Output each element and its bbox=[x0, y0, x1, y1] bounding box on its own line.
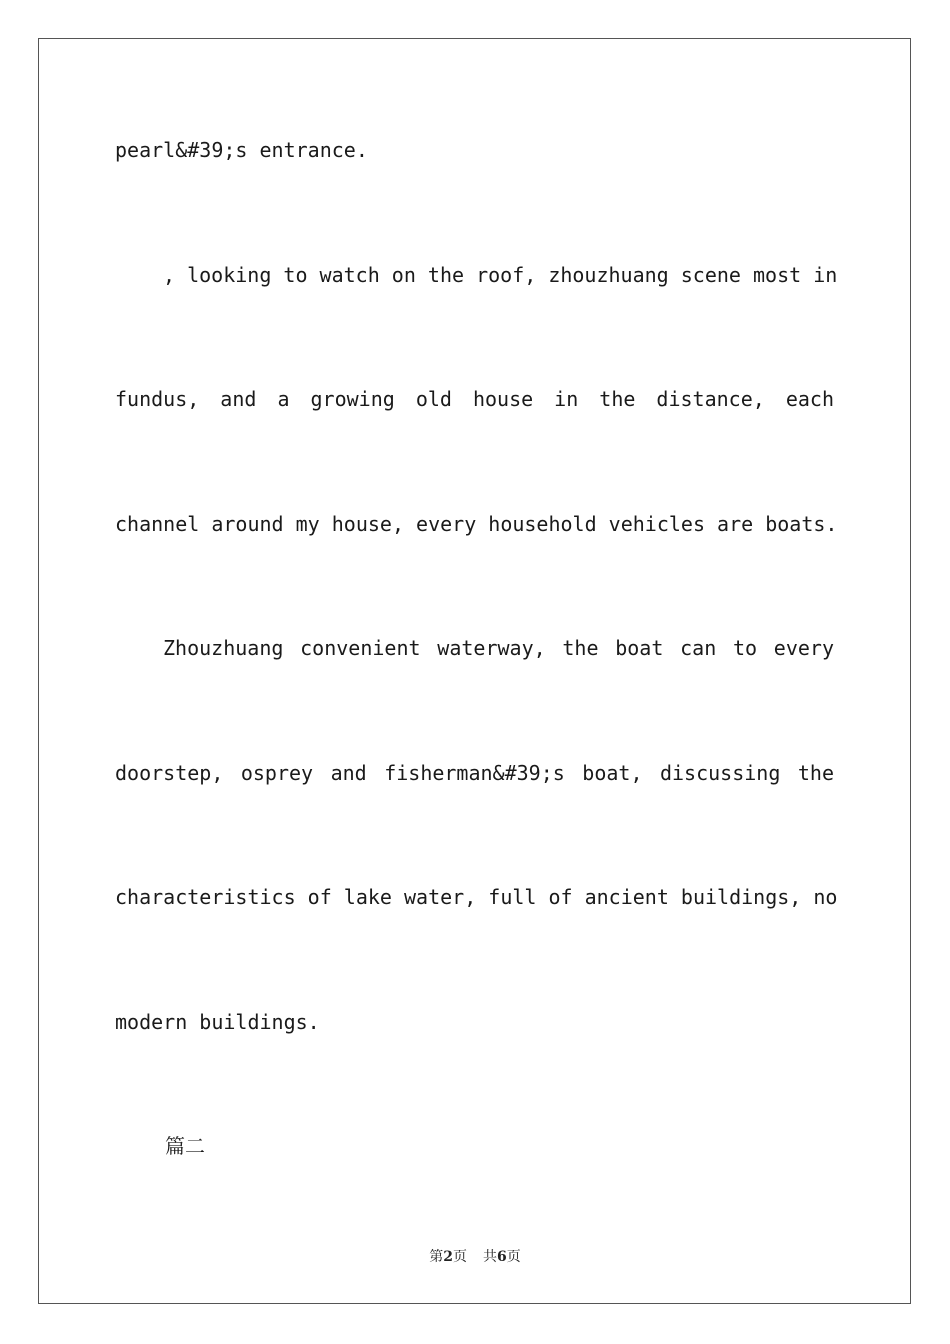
total-suffix: 页 bbox=[506, 1249, 521, 1265]
page-border bbox=[38, 38, 911, 1304]
text-line-8: modern buildings. bbox=[115, 1010, 320, 1034]
text-line-4: channel around my house, every household vehicles are boats. bbox=[115, 512, 838, 536]
page-suffix: 页 bbox=[453, 1249, 467, 1265]
total-prefix: 共 bbox=[483, 1249, 497, 1265]
text-line-5: Zhouzhuang convenient waterway, the boat can to every bbox=[163, 636, 834, 660]
section-heading: 篇二 bbox=[165, 1134, 205, 1158]
text-line-6: doorstep, osprey and fisherman&#39;s boat, discussing the bbox=[115, 761, 834, 785]
page-prefix: 第 bbox=[429, 1249, 444, 1265]
text-line-1: pearl&#39;s entrance. bbox=[115, 138, 368, 162]
text-line-7: characteristics of lake water, full of ancient buildings, no bbox=[115, 885, 838, 909]
page-footer bbox=[0, 1248, 950, 1266]
text-line-2: , looking to watch on the roof, zhouzhuang scene most in bbox=[163, 263, 838, 287]
page-number: 2 bbox=[443, 1249, 453, 1265]
total-pages: 6 bbox=[497, 1249, 507, 1265]
text-line-3: fundus, and a growing old house in the distance, each bbox=[115, 387, 834, 411]
